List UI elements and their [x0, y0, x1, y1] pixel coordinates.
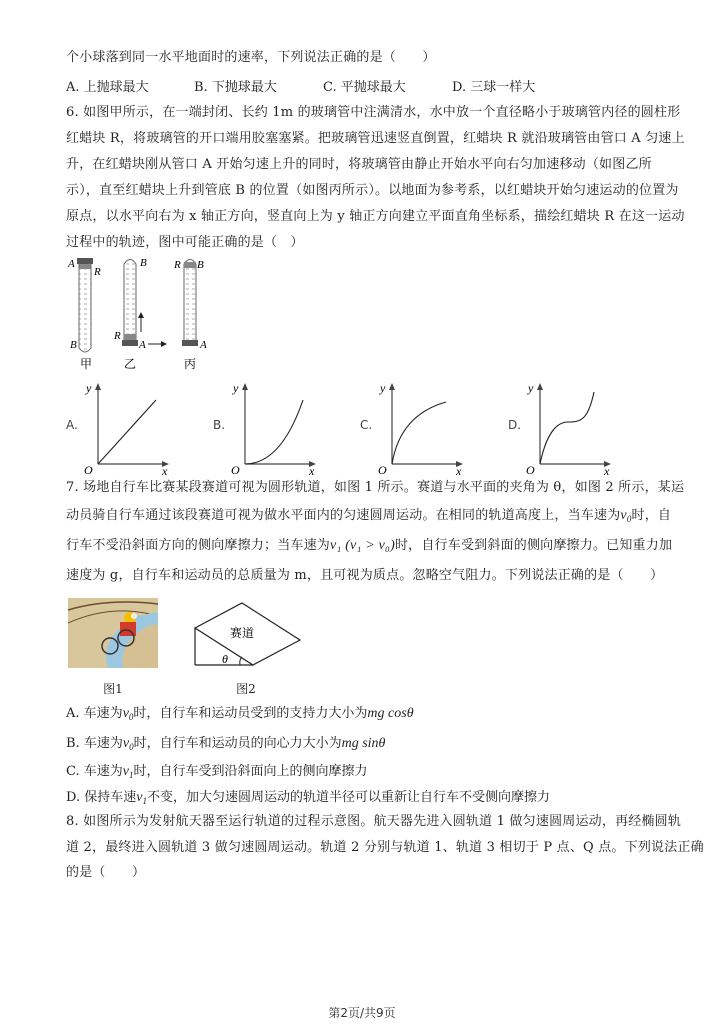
x-axis-label: x: [456, 464, 462, 475]
q6-line-6: 过程中的轨迹，图中可能正确的是（ ）: [66, 235, 304, 250]
tube-jia: [67, 258, 101, 352]
option-text: 平抛球最大: [340, 80, 406, 95]
q8-line-2: 道 2，最终进入圆轨道 3 做匀速圆周运动。轨道 2 分别与轨道 1、轨道 3 相切于 P 点、Q 点。下列说法正确: [66, 840, 704, 855]
fig1-label: 图1: [103, 682, 123, 696]
q5-option-a[interactable]: [66, 79, 149, 97]
label-jia: 甲: [80, 357, 93, 371]
label-r: R: [94, 266, 101, 278]
q7-line-3: 行车不受沿斜面方向的侧向摩擦力；当车速为v₁ (v₁ > v₀)时，自行车受到斜面的侧向摩擦力。已知重力加: [66, 538, 673, 553]
q7-line-2: 动员骑自行车通过该段赛道可视为做水平面内的匀速圆周运动。在相同的轨道高度上，当车速为$v_0$时，自: [66, 508, 672, 524]
trajectory-curve: [245, 400, 303, 464]
y-axis-arrow-icon: [242, 383, 248, 390]
var-v0: $v_0$: [620, 508, 632, 524]
stopper: [122, 340, 138, 346]
q5-option-c[interactable]: [323, 79, 406, 97]
x-axis-label: x: [162, 464, 168, 475]
q8-line-3: 的是（ ）: [66, 865, 146, 880]
trajectory-curve: [392, 402, 446, 464]
q6-line-4: 示），直至红蜡块上升到管底 B 的位置（如图丙所示）。以地面为参考系，以红蜡块开始匀速运动的位置为: [66, 183, 679, 198]
stopper: [77, 258, 93, 264]
page-indicator: 第2页/共9页: [328, 1006, 396, 1020]
fig2-label: 图2: [236, 682, 256, 696]
option-key: D.: [508, 418, 522, 432]
q6-line-2: 红蜡块 R，将玻璃管的开口端用胶塞塞紧。把玻璃管迅速竖直倒置，红蜡块 R 就沿玻璃管由管口 A 匀速上: [66, 131, 685, 146]
q6-line-3: 升，在红蜡块刚从管口 A 开始匀速上升的同时，将玻璃管由静止开始水平向右匀加速移动（如图乙所: [66, 157, 652, 172]
origin-label: O: [231, 463, 240, 475]
tube: [124, 260, 136, 343]
label-b: B: [70, 339, 77, 351]
graph-option-b[interactable]: [213, 380, 353, 475]
q7-line-1: 7. 场地自行车比赛某段赛道可视为圆形轨道，如图 1 所示。赛道与水平面的夹角为 θ，如图 2 所示，某运: [66, 480, 685, 495]
block-r: [184, 262, 196, 268]
y-axis-label: y: [86, 381, 92, 395]
block-r: [124, 334, 136, 340]
stopper: [182, 340, 198, 346]
y-axis-label: y: [528, 381, 534, 395]
graph-option-d[interactable]: [508, 380, 648, 475]
right-arrow-head: [161, 341, 167, 347]
track-slope-diagram: [190, 600, 310, 670]
q6-line-5: 原点，以水平向右为 x 轴正方向，竖直向上为 y 轴正方向建立平面直角坐标系，描绘红蜡块 R 在这一运动: [66, 209, 685, 224]
q7-line-4: 速度为 g，自行车和运动员的总质量为 m，且可视为质点。忽略空气阻力。下列说法正确的是（ ）: [66, 568, 664, 583]
tube-figures: [60, 252, 260, 372]
origin-label: O: [526, 463, 535, 475]
option-key: B.: [213, 418, 226, 432]
tube-yi: [113, 257, 167, 351]
q5-option-b[interactable]: [194, 79, 277, 97]
q5-option-d[interactable]: [452, 79, 535, 97]
track-label: 赛道: [230, 626, 255, 640]
graph-option-a[interactable]: [66, 380, 206, 475]
origin-label: O: [378, 463, 387, 475]
y-axis-arrow-icon: [95, 383, 101, 390]
option-key: A.: [66, 80, 80, 95]
q7-option-a[interactable]: A. 车速为$v_0$时，自行车和运动员受到的支持力大小为mg cosθ: [66, 706, 414, 722]
q6-line-1: 6. 如图甲所示，在一端封闭、长约 1m 的玻璃管中注满清水，水中放一个直径略小于玻璃管内径的圆柱形: [66, 105, 681, 120]
origin-label: O: [84, 463, 93, 475]
graph-axes: [231, 380, 351, 475]
option-text: 下抛球最大: [211, 80, 277, 95]
q8-line-1: 8. 如图所示为发射航天器至运行轨道的过程示意图。航天器先进入圆轨道 1 做匀速圆周运动，再经椭圆轨: [66, 814, 682, 829]
v1-condition: v₁ (v₁ > v₀): [330, 538, 395, 553]
q7-option-d[interactable]: D. 保持车速$v_1$不变，加大匀速圆周运动的轨道半径可以重新让自行车不受侧向摩擦力: [66, 790, 550, 806]
q7-option-b[interactable]: B. 车速为$v_0$时，自行车和运动员的向心力大小为mg sinθ: [66, 736, 386, 752]
label-a: A: [68, 258, 75, 270]
tube: [79, 264, 91, 352]
up-arrow-head: [138, 312, 144, 318]
option-text: 三球一样大: [470, 80, 536, 95]
tube-bing: [173, 259, 207, 351]
tube: [184, 260, 196, 343]
q5-stem: 个小球落到同一水平地面时的速率，下列说法正确的是（ ）: [66, 50, 436, 65]
graph-axes: [84, 380, 204, 475]
option-text: 上抛球最大: [83, 80, 149, 95]
trajectory-curve: [540, 392, 594, 464]
formula: mg cosθ: [367, 706, 414, 721]
angle-theta: θ: [222, 652, 228, 666]
option-key: C.: [323, 80, 337, 95]
label-r: R: [174, 259, 181, 271]
label-yi: 乙: [124, 357, 137, 371]
option-key: A.: [66, 418, 78, 432]
formula: mg sinθ: [341, 736, 386, 751]
label-b: B: [140, 257, 147, 269]
x-axis-label: x: [309, 464, 315, 475]
x-axis-label: x: [604, 464, 610, 475]
option-key: C.: [360, 418, 373, 432]
q7-option-c[interactable]: C. 车速为$v_1$时，自行车受到沿斜面向上的侧向摩擦力: [66, 764, 368, 780]
cycling-photo: [68, 598, 158, 668]
y-axis-label: y: [380, 381, 386, 395]
option-key: D.: [452, 80, 467, 95]
label-a: A: [200, 339, 207, 351]
y-axis-label: y: [233, 381, 239, 395]
option-key: B.: [194, 80, 208, 95]
label-bing: 丙: [184, 357, 197, 371]
trajectory-curve: [98, 400, 156, 464]
graph-axes: [526, 380, 646, 475]
label-r: R: [114, 330, 121, 342]
y-axis-arrow-icon: [389, 383, 395, 390]
graph-option-c[interactable]: [360, 380, 500, 475]
label-a: A: [139, 339, 146, 351]
y-axis-arrow-icon: [537, 383, 543, 390]
graph-axes: [378, 380, 498, 475]
label-b: B: [197, 259, 204, 271]
